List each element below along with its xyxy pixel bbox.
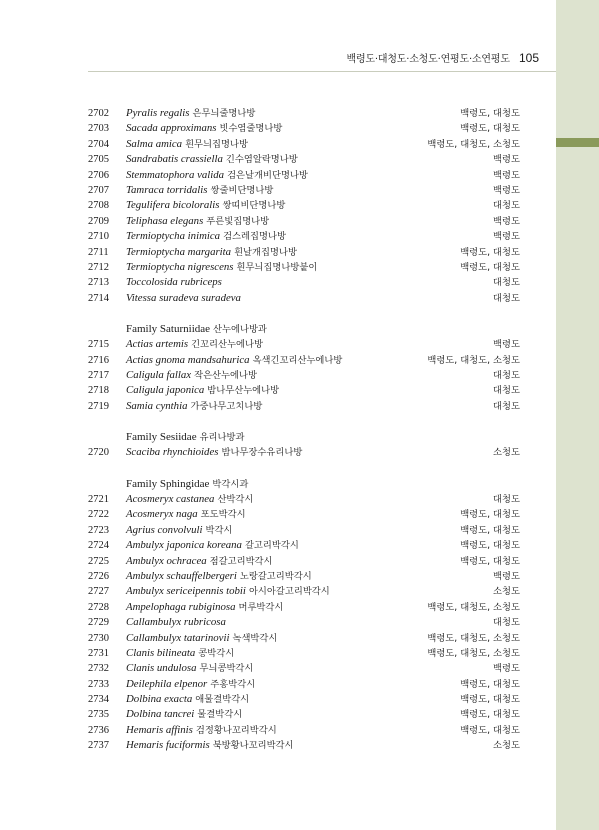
species-name: [126, 229, 286, 244]
locality: 백령도, 대청도: [460, 509, 520, 521]
scientific-name: Tegulifera bicoloralis: [126, 199, 220, 212]
locality: 백령도: [493, 169, 520, 181]
list-item: [88, 538, 520, 553]
entry-number: 2726: [88, 570, 109, 582]
species-name: [126, 383, 279, 398]
species-name: [126, 368, 257, 383]
locality: 대청도: [493, 493, 520, 505]
korean-name: 노랑갈고리박각시: [239, 570, 312, 582]
korean-name: 옥색긴꼬리산누에나방: [252, 354, 343, 366]
korean-name: 푸른빛집명나방: [206, 215, 270, 227]
locality: 백령도, 대청도: [460, 123, 520, 135]
locality: 대청도: [493, 370, 520, 382]
entry-number: 2707: [88, 184, 109, 196]
species-name: [126, 245, 297, 260]
list-item: [88, 106, 520, 121]
species-name: [126, 183, 273, 198]
family-korean-name: 유리나방과: [199, 432, 245, 444]
entry-number: 2706: [88, 169, 109, 181]
locality: 백령도, 대청도: [460, 261, 520, 273]
scientific-name: Agrius convolvuli: [126, 523, 203, 536]
entry-number: 2721: [88, 493, 109, 505]
scientific-name: Ambulyx ochracea: [126, 554, 207, 567]
family-korean-name: 박각시과: [212, 478, 249, 490]
header-rule: [88, 71, 556, 72]
korean-name: 아시아갈고리박각시: [248, 586, 330, 598]
species-name: [126, 554, 273, 569]
entry-number: 2704: [88, 138, 109, 150]
running-header: [347, 50, 540, 65]
korean-name: 무늬콩박각시: [199, 663, 254, 675]
species-name: [126, 399, 262, 414]
species-name: [126, 523, 232, 538]
entry-number: 2734: [88, 694, 109, 706]
page-number: 105: [518, 51, 539, 65]
entry-number: 2737: [88, 740, 109, 752]
entry-number: 2708: [88, 200, 109, 212]
species-name: [126, 337, 263, 352]
species-name: [126, 353, 342, 368]
locality: 백령도: [493, 184, 520, 196]
list-item: [88, 337, 520, 352]
species-name: [126, 538, 299, 553]
korean-name: 산박각시: [217, 493, 254, 505]
species-name: [126, 615, 226, 630]
korean-name: 콩박각시: [198, 647, 235, 659]
list-item: [88, 723, 520, 738]
header-title: 백령도·대청도·소청도·연평도·소연평도: [346, 54, 510, 65]
list-item: [88, 214, 520, 229]
scientific-name: Ampelophaga rubiginosa: [126, 600, 236, 613]
entry-number: 2720: [88, 447, 109, 459]
locality: 대청도: [493, 200, 520, 212]
korean-name: 흰무늬집명나방붙이: [236, 261, 318, 273]
locality: 백령도, 대청도: [460, 540, 520, 552]
species-name: [126, 492, 253, 507]
list-item: [88, 661, 520, 676]
korean-name: 포도박각시: [200, 509, 246, 521]
scientific-name: Salma amica: [126, 137, 183, 150]
species-name: [126, 692, 249, 707]
family-scientific-name: Family Sphingidae: [126, 477, 210, 490]
scientific-name: Actias artemis: [126, 338, 189, 351]
entry-number: 2724: [88, 540, 109, 552]
entry-number: 2715: [88, 339, 109, 351]
list-item: [88, 646, 520, 661]
korean-name: 검정황나꼬리박각시: [195, 724, 277, 736]
list-item: [88, 445, 520, 460]
korean-name: 점갈고리박각시: [209, 555, 273, 567]
list-item: [88, 260, 520, 275]
entry-number: 2723: [88, 524, 109, 536]
side-color-band: [556, 0, 599, 830]
scientific-name: Sandrabatis crassiella: [126, 153, 223, 166]
species-name: [126, 275, 222, 290]
species-name: [126, 600, 283, 615]
locality: 대청도: [493, 292, 520, 304]
family-scientific-name: Family Sesiidae: [126, 431, 197, 444]
scientific-name: Actias gnoma mandsahurica: [126, 353, 250, 366]
list-item: [88, 507, 520, 522]
locality: 백령도: [493, 663, 520, 675]
scientific-name: Clanis bilineata: [126, 646, 196, 659]
list-item: [88, 584, 520, 599]
entry-number: 2705: [88, 154, 109, 166]
species-name: [126, 738, 294, 753]
entry-number: 2711: [88, 246, 109, 258]
locality: 백령도, 대청도: [460, 724, 520, 736]
family-name: [126, 322, 267, 337]
species-name: [126, 661, 253, 676]
korean-name: 긴수염알락명나방: [225, 154, 298, 166]
korean-name: 작은산누에나방: [194, 370, 257, 382]
list-item: [88, 383, 520, 398]
list-item: [88, 692, 520, 707]
list-item: [88, 492, 520, 507]
locality: 백령도, 대청도: [460, 694, 520, 706]
species-name: [126, 214, 269, 229]
korean-name: 박각시: [205, 524, 233, 536]
scientific-name: Termioptycha nigrescens: [126, 260, 234, 273]
scientific-name: Callambulyx rubricosa: [126, 616, 226, 629]
locality: 백령도: [493, 570, 520, 582]
scientific-name: Caligula japonica: [126, 384, 205, 397]
species-name: [126, 445, 302, 460]
korean-name: 밤나무장수유리나방: [221, 447, 303, 459]
scientific-name: Samia cynthia: [126, 399, 188, 412]
korean-name: 흰날개집명나방: [234, 246, 297, 258]
family-heading: [88, 430, 520, 445]
species-name: [126, 723, 277, 738]
list-item: [88, 368, 520, 383]
family-scientific-name: Family Saturniidae: [126, 322, 211, 335]
entry-number: 2731: [88, 647, 109, 659]
locality: 백령도, 대청도: [460, 709, 520, 721]
entry-number: 2718: [88, 385, 109, 397]
species-name: [126, 291, 241, 306]
locality: 백령도: [493, 154, 520, 166]
locality: 백령도, 대청도: [460, 555, 520, 567]
species-name: [126, 168, 308, 183]
scientific-name: Dolbina exacta: [126, 693, 193, 706]
side-accent-bar: [556, 138, 599, 147]
entry-number: 2716: [88, 354, 109, 366]
locality: 대청도: [493, 277, 520, 289]
locality: 백령도, 대청도, 소청도: [427, 632, 520, 644]
entry-number: 2703: [88, 123, 109, 135]
species-name: [126, 677, 255, 692]
species-name: [126, 152, 298, 167]
scientific-name: Ambulyx sericeipennis tobii: [126, 585, 246, 598]
entry-number: 2712: [88, 261, 109, 273]
scientific-name: Toccolosida rubriceps: [126, 276, 222, 289]
species-name: [126, 584, 330, 599]
list-item: [88, 198, 520, 213]
korean-name: 주홍박각시: [210, 678, 256, 690]
family-name: [126, 477, 248, 492]
korean-name: 흰무늬집명나방: [185, 138, 248, 150]
scientific-name: Sacada approximans: [126, 122, 217, 135]
scientific-name: Ambulyx japonica koreana: [126, 539, 242, 552]
korean-name: 은무늬줄명나방: [192, 108, 256, 119]
locality: 백령도, 대청도, 소청도: [427, 354, 520, 366]
species-name: [126, 631, 277, 646]
list-item: [88, 738, 520, 753]
scientific-name: Hemaris affinis: [126, 723, 193, 736]
entry-number: 2714: [88, 292, 109, 304]
locality: 대청도: [493, 400, 520, 412]
species-name: [126, 137, 248, 152]
scientific-name: Caligula fallax: [126, 369, 192, 382]
locality: 백령도, 대청도: [460, 678, 520, 690]
species-name: [126, 707, 242, 722]
species-list: [88, 106, 520, 754]
scientific-name: Hemaris fuciformis: [126, 739, 210, 752]
entry-number: 2725: [88, 555, 109, 567]
scientific-name: Callambulyx tatarinovii: [126, 631, 230, 644]
entry-number: 2728: [88, 601, 109, 613]
scientific-name: Teliphasa elegans: [126, 214, 204, 227]
korean-name: 애물결박각시: [195, 694, 250, 706]
entry-number: 2727: [88, 586, 109, 598]
scientific-name: Deilephila elpenor: [126, 677, 208, 690]
list-item: [88, 121, 520, 136]
species-name: [126, 646, 234, 661]
locality: 백령도, 대청도: [460, 246, 520, 258]
entry-number: 2733: [88, 678, 109, 690]
list-item: [88, 275, 520, 290]
family-name: [126, 430, 244, 445]
entry-number: 2713: [88, 277, 109, 289]
scientific-name: Stemmatophora valida: [126, 168, 225, 181]
korean-name: 빗수염줄명나방: [219, 123, 283, 135]
locality: 백령도, 대청도, 소청도: [427, 647, 520, 659]
korean-name: 머루박각시: [238, 601, 284, 613]
locality: 백령도, 대청도, 소청도: [427, 138, 520, 150]
entry-number: 2719: [88, 400, 109, 412]
species-name: [126, 569, 312, 584]
scientific-name: Termioptycha margarita: [126, 245, 232, 258]
entry-number: 2732: [88, 663, 109, 675]
scientific-name: Dolbina tancrei: [126, 708, 195, 721]
list-item: [88, 353, 520, 368]
list-item: [88, 707, 520, 722]
locality: 백령도: [493, 231, 520, 243]
scientific-name: Acosmeryx castanea: [126, 492, 215, 505]
family-heading: [88, 477, 520, 492]
list-item: [88, 245, 520, 260]
korean-name: 쌍줄비단명나방: [210, 184, 274, 196]
korean-name: 긴꼬리산누에나방: [191, 339, 263, 351]
entry-number: 2702: [88, 108, 109, 119]
locality: 소청도: [493, 447, 520, 459]
list-item: [88, 600, 520, 615]
list-item: [88, 554, 520, 569]
scientific-name: Pyralis regalis: [126, 107, 190, 119]
entry-number: 2722: [88, 509, 109, 521]
scientific-name: Acosmeryx naga: [126, 508, 198, 521]
list-item: [88, 631, 520, 646]
korean-name: 북방황나꼬리박각시: [212, 740, 294, 752]
locality: 백령도: [493, 339, 520, 351]
locality: 백령도, 대청도, 소청도: [427, 601, 520, 613]
list-item: [88, 523, 520, 538]
korean-name: 녹색박각시: [232, 632, 278, 644]
species-name: [126, 106, 255, 121]
family-korean-name: 산누에나방과: [213, 323, 267, 335]
korean-name: 갈고리박각시: [244, 540, 299, 552]
list-item: [88, 152, 520, 167]
list-item: [88, 183, 520, 198]
korean-name: 물결박각시: [197, 709, 243, 721]
family-heading: [88, 322, 520, 337]
list-item: [88, 615, 520, 630]
species-name: [126, 198, 285, 213]
entry-number: 2736: [88, 724, 109, 736]
list-item: [88, 291, 520, 306]
entry-number: 2735: [88, 709, 109, 721]
entry-number: 2710: [88, 231, 109, 243]
korean-name: 쌍띠비단명나방: [222, 200, 286, 212]
scientific-name: Termioptycha inimica: [126, 230, 221, 243]
list-item: [88, 137, 520, 152]
species-name: [126, 260, 317, 275]
list-item: [88, 229, 520, 244]
scientific-name: Tamraca torridalis: [126, 183, 208, 196]
scientific-name: Ambulyx schauffelbergeri: [126, 569, 237, 582]
locality: 대청도: [493, 617, 520, 629]
list-item: [88, 399, 520, 414]
list-item: [88, 168, 520, 183]
locality: 소청도: [493, 586, 520, 598]
locality: 백령도, 대청도: [460, 524, 520, 536]
entry-number: 2709: [88, 215, 109, 227]
korean-name: 밤나무산누에나방: [207, 385, 280, 397]
entry-number: 2729: [88, 617, 109, 629]
scientific-name: Vitessa suradeva suradeva: [126, 291, 241, 304]
locality: 대청도: [493, 385, 520, 397]
korean-name: 가중나무고치나방: [190, 400, 263, 412]
locality: 소청도: [493, 740, 520, 752]
list-item: [88, 569, 520, 584]
entry-number: 2730: [88, 632, 109, 644]
entry-number: 2717: [88, 370, 109, 382]
locality: 백령도: [493, 215, 520, 227]
locality: 백령도, 대청도: [460, 108, 520, 119]
korean-name: 검은날개비단명나방: [227, 169, 308, 181]
korean-name: 검스레집명나방: [223, 231, 286, 243]
species-name: [126, 507, 246, 522]
scientific-name: Clanis undulosa: [126, 662, 197, 675]
scientific-name: Scaciba rhynchioides: [126, 446, 219, 459]
list-item: [88, 677, 520, 692]
species-name: [126, 121, 282, 136]
